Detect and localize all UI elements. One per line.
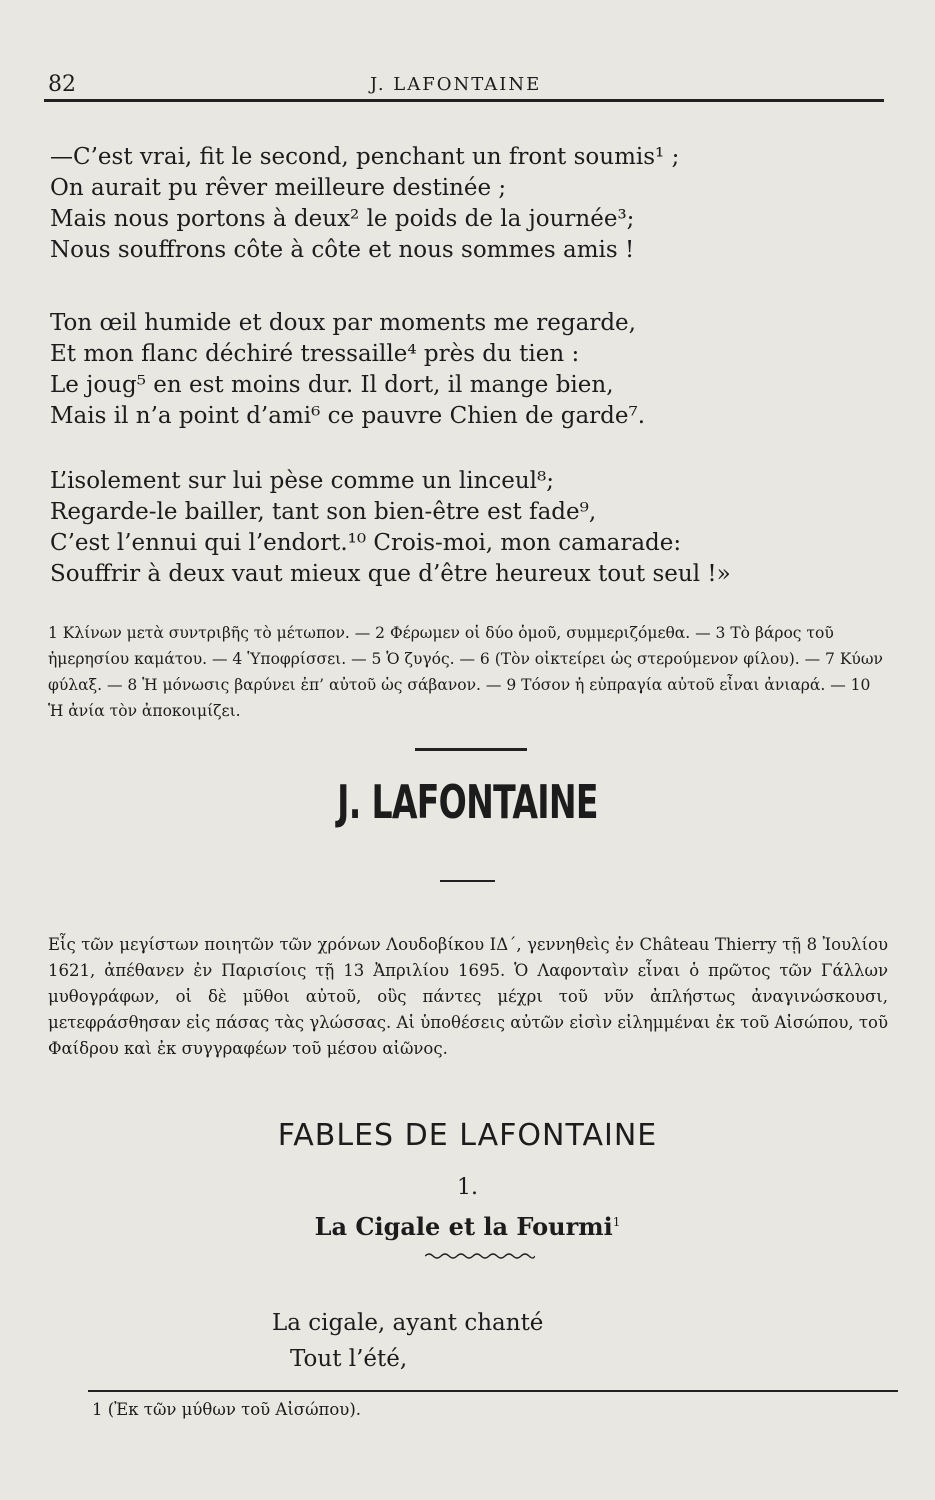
poem-line: Mais il n’a point d’ami⁶ ce pauvre Chien de garde⁷. xyxy=(50,403,646,429)
running-title: J. LAFONTAINE xyxy=(370,74,542,95)
fable-title xyxy=(0,1212,935,1241)
poem-line: Nous souffrons côte à côte et nous sommes amis ! xyxy=(50,237,635,263)
fable-number: 1. xyxy=(457,1175,478,1200)
fable-title-text: La Cigale et la Fourmi xyxy=(314,1212,613,1241)
footnote: 1 (Ἐκ τῶν μύθων τοῦ Αἰσώπου). xyxy=(92,1400,362,1419)
poem-stanza-2 xyxy=(50,308,870,432)
poem-line: Le joug⁵ en est moins dur. Il dort, il mange bien, xyxy=(50,372,614,398)
poem-line: Ton œil humide et doux par moments me regarde, xyxy=(50,310,636,336)
poem-line: C’est l’ennui qui l’endort.¹⁰ Crois-moi, mon camarade: xyxy=(50,530,682,556)
author-bio: Εἷς τῶν μεγίστων ποιητῶν τῶν χρόνων Λουδοβίκου ΙΔ΄, γεννηθεὶς ἐν Château Thierry τῇ 8 Ἰουλίου 1621, ἀπέθανεν ἐν Παρισίοις τῇ 13 Ἀπριλίου 1695. Ὁ Λαφονταὶν εἶναι ὁ πρῶτος τῶν Γάλλων μυθογράφων, οἱ δὲ μῦθοι αὐτοῦ, οὓς πάντες μέχρι τοῦ νῦν ἀπλήστως ἀναγινώσκουσι, μετεφράσθησαν εἰς πάσας τὰς γλώσσας. Αἱ ὑποθέσεις αὐτῶν εἰσὶν εἰλημμέναι ἐκ τοῦ Αἰσώπου, τοῦ Φαίδρου καὶ ἐκ συγγραφέων τοῦ μέσου αἰῶνος. xyxy=(48,935,888,1058)
fable-line: Tout l’été, xyxy=(290,1346,408,1372)
poem-line: Et mon flanc déchiré tressaille⁴ près du tien : xyxy=(50,341,580,367)
page-number: 82 xyxy=(48,72,76,97)
title-divider xyxy=(440,880,495,882)
page-header xyxy=(48,72,883,102)
fable-title-note-ref: 1 xyxy=(612,1215,621,1229)
poem-line: Mais nous portons à deux² le poids de la journée³; xyxy=(50,206,635,232)
fable-line: La cigale, ayant chanté xyxy=(272,1310,544,1336)
poem-line: On aurait pu rêver meilleure destinée ; xyxy=(50,175,507,201)
header-rule xyxy=(44,99,884,102)
poem-line: —C’est vrai, fit le second, penchant un front soumis¹ ; xyxy=(50,144,680,170)
footnote-rule xyxy=(88,1390,898,1392)
wavy-ornament xyxy=(425,1252,535,1260)
poem-stanza-3 xyxy=(50,466,870,590)
greek-notes: 1 Κλίνων μετὰ συντριβῆς τὸ μέτωπον. — 2 Φέρωμεν οἱ δύο ὁμοῦ, συμμεριζόμεθα. — 3 Τὸ βάρος τοῦ ἡμερησίου καμάτου. — 4 Ὑποφρίσσει. — 5 Ὁ ζυγός. — 6 (Τὸν οἰκτείρει ὡς στερούμενον φίλου). — 7 Κύων φύλαξ. — 8 Ἡ μόνωσις βαρύνει ἐπ’ αὐτοῦ ὡς σάβανον. — 9 Τόσον ἡ εὐπραγία αὐτοῦ εἶναι ἀνιαρά. — 10 Ἡ ἀνία τὸν ἀποκοιμίζει. xyxy=(48,624,883,720)
author-title: J. LAFONTAINE xyxy=(337,775,598,829)
poem-line: Souffrir à deux vaut mieux que d’être heureux tout seul !» xyxy=(50,561,731,587)
poem-stanza-1 xyxy=(50,142,870,266)
poem-line: Regarde-le bailler, tant son bien-être est fade⁹, xyxy=(50,499,597,525)
fables-section-title: FABLES DE LAFONTAINE xyxy=(277,1118,658,1153)
poem-line: L’isolement sur lui pèse comme un linceul⁸; xyxy=(50,468,555,494)
section-divider xyxy=(415,748,527,751)
